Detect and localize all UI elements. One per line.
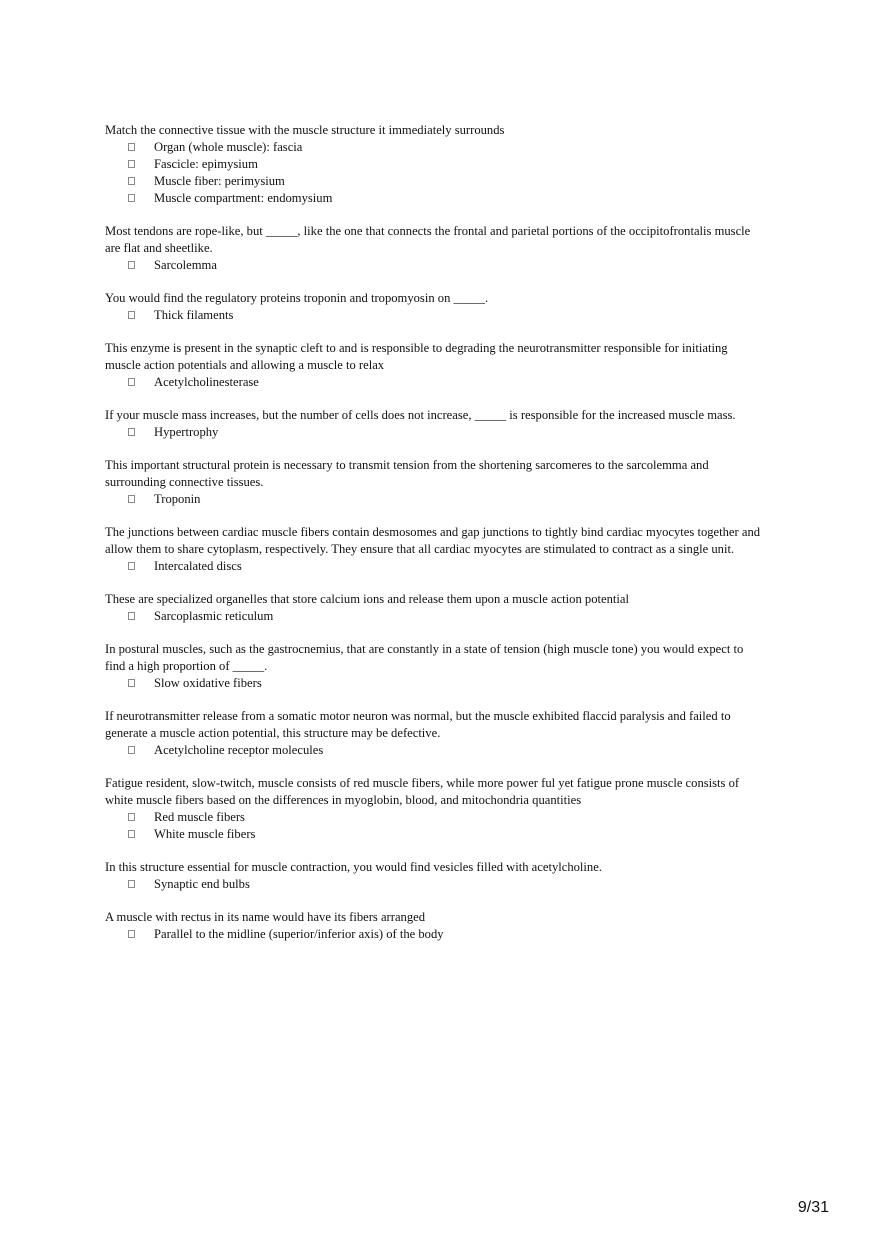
checkbox-icon[interactable] xyxy=(128,562,135,570)
answer-item[interactable] xyxy=(105,742,765,759)
question-text: This important structural protein is necessary to transmit tension from the shortening sarcomeres to the sarcolemma and surrounding connective tissues. xyxy=(105,458,709,489)
answer-list xyxy=(105,608,765,625)
answer-item[interactable] xyxy=(105,675,765,692)
checkbox-icon[interactable] xyxy=(128,311,135,319)
question-text: A muscle with rectus in its name would have its fibers arranged xyxy=(105,910,426,924)
answer-item[interactable] xyxy=(105,257,765,274)
checkbox-icon[interactable] xyxy=(128,612,135,620)
answer-label: Parallel to the midline (superior/inferior axis) of the body xyxy=(154,927,444,941)
checkbox-icon[interactable] xyxy=(128,378,135,386)
page-number: 9/31 xyxy=(797,1199,829,1216)
answer-label: Synaptic end bulbs xyxy=(154,877,250,891)
question-block xyxy=(105,775,765,843)
answer-label: Muscle compartment: endomysium xyxy=(154,191,333,205)
document-body xyxy=(105,122,765,959)
answer-list xyxy=(105,374,765,391)
question-block xyxy=(105,122,765,207)
question-block xyxy=(105,290,765,324)
answer-label: Organ (whole muscle): fascia xyxy=(154,140,303,154)
answer-label: Red muscle fibers xyxy=(154,810,245,824)
answer-label: Intercalated discs xyxy=(154,559,242,573)
question-block xyxy=(105,340,765,391)
answer-item[interactable] xyxy=(105,139,765,156)
answer-label: Troponin xyxy=(154,492,201,506)
answer-list xyxy=(105,424,765,441)
question-block xyxy=(105,859,765,893)
answer-item[interactable] xyxy=(105,424,765,441)
question-text: Most tendons are rope-like, but _____, like the one that connects the frontal and parietal portions of the occipitofrontalis muscle are flat and sheetlike. xyxy=(105,224,751,255)
answer-list xyxy=(105,926,765,943)
answer-list xyxy=(105,809,765,843)
answer-label: Hypertrophy xyxy=(154,425,219,439)
answer-label: Muscle fiber: perimysium xyxy=(154,174,285,188)
answer-label: Fascicle: epimysium xyxy=(154,157,258,171)
answer-list xyxy=(105,742,765,759)
question-text: In this structure essential for muscle contraction, you would find vesicles filled with acetylcholine. xyxy=(105,860,602,874)
answer-item[interactable] xyxy=(105,491,765,508)
question-text: Fatigue resident, slow-twitch, muscle consists of red muscle fibers, while more power ful yet fatigue prone muscle consists of white muscle fibers based on the differences in myoglobin, blood, and mitochondria quantities xyxy=(105,776,740,807)
answer-item[interactable] xyxy=(105,374,765,391)
answer-item[interactable] xyxy=(105,190,765,207)
checkbox-icon[interactable] xyxy=(128,880,135,888)
answer-list xyxy=(105,876,765,893)
answer-label: Thick filaments xyxy=(154,308,234,322)
question-block xyxy=(105,223,765,274)
question-text: This enzyme is present in the synaptic cleft to and is responsible to degrading the neurotransmitter responsible for initiating muscle action potentials and allowing a muscle to relax xyxy=(105,341,728,372)
checkbox-icon[interactable] xyxy=(128,160,135,168)
question-text: You would find the regulatory proteins troponin and tropomyosin on _____. xyxy=(105,291,489,305)
question-block xyxy=(105,708,765,759)
answer-item[interactable] xyxy=(105,156,765,173)
checkbox-icon[interactable] xyxy=(128,813,135,821)
answer-item[interactable] xyxy=(105,809,765,826)
checkbox-icon[interactable] xyxy=(128,194,135,202)
question-block xyxy=(105,641,765,692)
answer-label: Acetylcholinesterase xyxy=(154,375,259,389)
checkbox-icon[interactable] xyxy=(128,495,135,503)
question-text: In postural muscles, such as the gastrocnemius, that are constantly in a state of tension (high muscle tone) you would expect to find a high proportion of _____. xyxy=(105,642,744,673)
answer-label: Slow oxidative fibers xyxy=(154,676,262,690)
checkbox-icon[interactable] xyxy=(128,177,135,185)
question-block xyxy=(105,591,765,625)
checkbox-icon[interactable] xyxy=(128,143,135,151)
question-text: Match the connective tissue with the muscle structure it immediately surrounds xyxy=(105,123,505,137)
checkbox-icon[interactable] xyxy=(128,679,135,687)
answer-item[interactable] xyxy=(105,558,765,575)
answer-list xyxy=(105,491,765,508)
question-block xyxy=(105,524,765,575)
checkbox-icon[interactable] xyxy=(128,261,135,269)
answer-item[interactable] xyxy=(105,826,765,843)
answer-list xyxy=(105,558,765,575)
checkbox-icon[interactable] xyxy=(128,930,135,938)
answer-item[interactable] xyxy=(105,173,765,190)
question-block xyxy=(105,909,765,943)
answer-label: Sarcoplasmic reticulum xyxy=(154,609,274,623)
answer-item[interactable] xyxy=(105,926,765,943)
answer-label: Acetylcholine receptor molecules xyxy=(154,743,324,757)
checkbox-icon[interactable] xyxy=(128,428,135,436)
question-text: The junctions between cardiac muscle fibers contain desmosomes and gap junctions to tightly bind cardiac myocytes together and allow them to share cytoplasm, respectively. They ensure that all cardiac myocytes are stimulated to contract as a single unit. xyxy=(105,525,761,556)
question-text: If neurotransmitter release from a somatic motor neuron was normal, but the muscle exhibited flaccid paralysis and failed to generate a muscle action potential, this structure may be defective. xyxy=(105,709,731,740)
checkbox-icon[interactable] xyxy=(128,830,135,838)
answer-item[interactable] xyxy=(105,307,765,324)
question-block xyxy=(105,407,765,441)
answer-label: Sarcolemma xyxy=(154,258,217,272)
answer-list xyxy=(105,257,765,274)
answer-label: White muscle fibers xyxy=(154,827,256,841)
answer-item[interactable] xyxy=(105,876,765,893)
question-block xyxy=(105,457,765,508)
answer-item[interactable] xyxy=(105,608,765,625)
answer-list xyxy=(105,139,765,207)
checkbox-icon[interactable] xyxy=(128,746,135,754)
question-text: If your muscle mass increases, but the number of cells does not increase, _____ is responsible for the increased muscle mass. xyxy=(105,408,736,422)
question-text: These are specialized organelles that store calcium ions and release them upon a muscle action potential xyxy=(105,592,629,606)
answer-list xyxy=(105,675,765,692)
answer-list xyxy=(105,307,765,324)
